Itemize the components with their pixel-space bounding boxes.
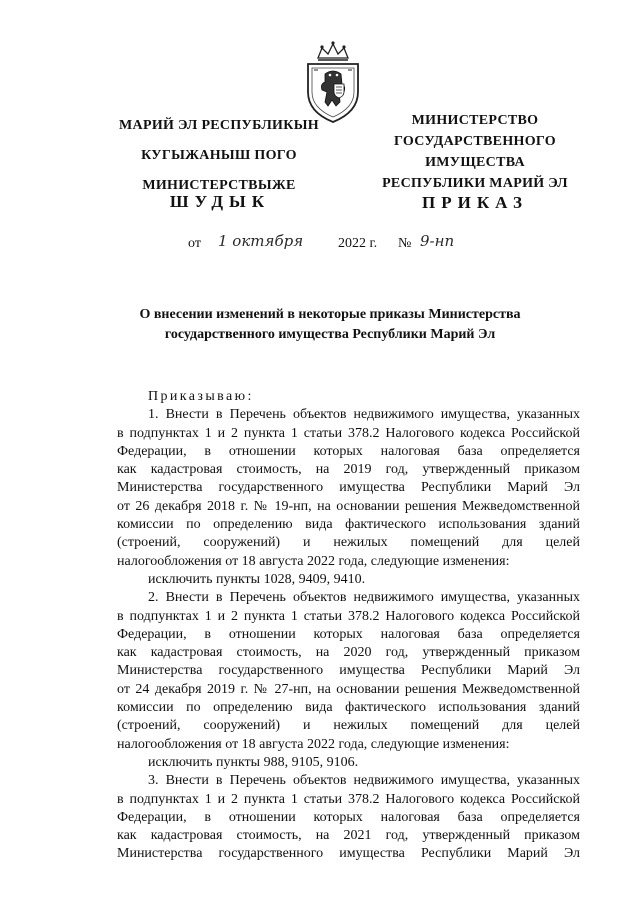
document-title [120,305,540,345]
body-line: исключить пункты 1028, 9409, 9410. [148,571,366,587]
body-line: Министерства государственного имущества Республики Марий Эл [117,480,580,496]
header-right-block [372,110,578,194]
body-line: в подпунктах 1 и 2 пункта 1 статьи 378.2 Налогового кодекса Российской [117,608,580,624]
body-line: от 24 декабря 2019 г. № 27-нп, на основании решения Межведомственной [117,681,580,697]
body-line: комиссии по определению вида фактического использования зданий [117,700,580,716]
body-line: как кадастровая стоимость, на 2020 год, утвержденный приказом [117,645,580,661]
document-body [117,388,580,864]
header-left-line-2: КУГЫЖАНЫШ ПОГО [141,148,297,163]
body-line: в подпунктах 1 и 2 пункта 1 статьи 378.2 Налогового кодекса Российской [117,791,580,807]
body-line: налогообложения от 18 августа 2022 года, следующие изменения: [117,736,510,752]
coat-of-arms-emblem [298,40,368,124]
handwritten-number: 9-нп [420,232,455,250]
doc-kind-right: ПРИКАЗ [422,193,528,212]
body-line: от 26 декабря 2018 г. № 19-нп, на основании решения Межведомственной [117,498,580,514]
body-line: комиссии по определению вида фактического использования зданий [117,517,580,533]
body-line: Федерации, в отношении которых налоговая база определяется [117,809,580,825]
body-line: 1. Внести в Перечень объектов недвижимого имущества, указанных [148,407,580,423]
date-line [188,232,468,258]
body-line: налогообложения от 18 августа 2022 года, следующие изменения: [117,553,510,569]
header-right-line-3: ИМУЩЕСТВА [425,155,525,170]
header-right-line-1: МИНИСТЕРСТВО [411,113,539,128]
body-line: Федерации, в отношении которых налоговая база определяется [117,626,580,642]
date-year: 2022 г. [338,236,378,251]
body-line: (строений, сооружений) и нежилых помещений для целей [117,535,580,551]
body-line: Министерства государственного имущества Республики Марий Эл [117,663,580,679]
date-from-label: от [188,236,201,251]
header-left-line-1: МАРИЙ ЭЛ РЕСПУБЛИКЫН [119,118,319,133]
title-line-1: О внесении изменений в некоторые приказы Министерства [139,307,521,322]
title-line-2: государственного имущества Республики Марий Эл [164,327,496,342]
doc-kind-left: ШУДЫК [169,192,271,211]
body-line: Федерации, в отношении которых налоговая база определяется [117,443,580,459]
header-left-line-3: МИНИСТЕРСТВЫЖЕ [142,178,296,193]
header-right-line-4: РЕСПУБЛИКИ МАРИЙ ЭЛ [382,176,568,191]
body-line: как кадастровая стоимость, на 2019 год, утвержденный приказом [117,462,580,478]
body-line: исключить пункты 988, 9105, 9106. [148,754,359,770]
header-right-line-2: ГОСУДАРСТВЕННОГО [394,134,556,149]
body-line: 3. Внести в Перечень объектов недвижимого имущества, указанных [148,773,580,789]
number-label: № [398,236,412,251]
header-left-block [108,115,330,197]
body-intro: Приказываю: [148,389,254,404]
body-line: 2. Внести в Перечень объектов недвижимого имущества, указанных [148,590,580,606]
body-line: как кадастровая стоимость, на 2021 год, утвержденный приказом [117,828,580,844]
body-line: Министерства государственного имущества Республики Марий Эл [117,846,580,862]
handwritten-date: 1 октября [218,232,304,250]
body-line: в подпунктах 1 и 2 пункта 1 статьи 378.2 Налогового кодекса Российской [117,425,580,441]
body-line: (строений, сооружений) и нежилых помещений для целей [117,718,580,734]
